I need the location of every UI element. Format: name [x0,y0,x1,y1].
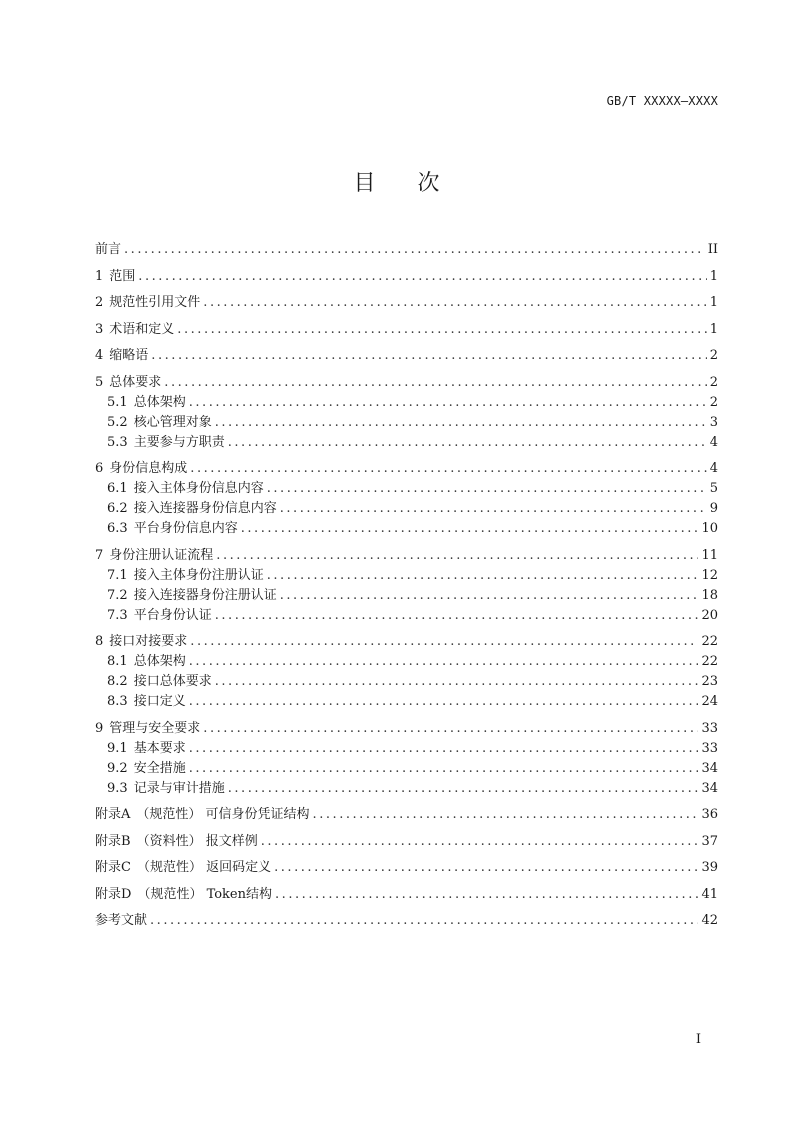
toc-entry-label: 接入主体身份信息内容 [133,481,264,496]
dot-leader [124,240,705,260]
toc-entry-page: 11 [701,547,718,563]
toc-entry-label: 接入连接器身份注册认证 [133,587,277,603]
toc-entry-number: 附录A [95,807,131,822]
toc-entry-label: 总体架构 [133,654,186,669]
toc-entry-label: 记录与审计措施 [133,780,225,796]
dot-leader [241,519,699,539]
toc-entry[interactable] [95,566,718,586]
dot-leader [190,459,706,479]
toc-entry-label: 范围 [109,268,136,284]
toc-entry-page: 2 [709,348,718,363]
toc-entry-number: 6.1 [107,481,128,496]
dot-leader [150,911,698,931]
dot-leader [215,672,699,692]
toc-entry-label: 缩略语 [109,348,149,363]
toc-entry-page: II [707,242,718,257]
toc-entry-number: 7.2 [107,587,128,603]
toc-entry[interactable] [95,911,718,931]
toc-entry-label: 接口总体要求 [133,674,212,689]
toc-entry-page: 42 [701,913,718,928]
toc-entry-number: 附录C [95,860,131,875]
dot-leader [261,832,699,852]
toc-entry-label: 平台身份认证 [133,607,212,623]
toc-entry-label: 管理与安全要求 [109,720,201,736]
toc-entry-number: 3 [95,321,104,337]
toc-entry-number: 附录B [95,833,131,849]
toc-entry-label: （规范性） Token结构 [137,886,273,902]
dot-leader [275,885,698,905]
dot-leader [216,546,698,566]
toc-entry-label: 接口定义 [133,694,186,709]
toc-entry[interactable] [95,719,718,739]
toc-entry-page: 39 [701,860,718,875]
toc-entry-page: 1 [709,268,718,284]
toc-entry-page: 2 [709,394,718,410]
toc-entry[interactable] [95,320,718,340]
toc-entry[interactable] [95,433,718,453]
dot-leader [280,499,707,519]
toc-entry-page: 22 [701,654,718,669]
toc-entry-page: 3 [709,414,718,430]
toc-entry-label: 主要参与方职责 [133,434,225,450]
dot-leader [228,779,699,799]
dot-leader [215,606,699,626]
toc-entry-number: 9.2 [107,760,128,776]
toc-entry-page: 36 [701,807,718,822]
toc-entry[interactable] [95,240,718,260]
toc-entry-label: （规范性） 返回码定义 [136,860,272,875]
dot-leader [280,586,699,606]
toc-entry[interactable] [95,267,718,287]
toc-entry[interactable] [95,346,718,366]
toc-entry[interactable] [95,586,718,606]
toc-entry[interactable] [95,632,718,652]
toc-entry-label: 接入连接器身份信息内容 [133,501,277,516]
toc-entry-label: 安全措施 [133,760,186,776]
toc-entry-number: 5.1 [107,394,128,410]
toc-entry-label: 参考文献 [95,913,148,928]
toc-entry-label: 接口对接要求 [109,634,188,649]
toc-entry-label: （规范性） 可信身份凭证结构 [136,807,310,822]
toc-entry-number: 5.3 [107,434,128,450]
dot-leader [189,759,699,779]
dot-leader [189,652,699,672]
toc-entry-label: 前言 [95,242,122,257]
toc-entry-page: 4 [709,461,718,476]
toc-entry[interactable] [95,293,718,313]
toc-entry-label: 身份信息构成 [109,461,188,476]
toc-entry-number: 附录D [95,886,132,902]
toc-entry-label: 基本要求 [133,740,186,756]
dot-leader [267,566,699,586]
toc-entry-number: 6.3 [107,521,128,536]
toc-entry-page: 9 [709,501,718,516]
toc-entry-number: 9.3 [107,780,128,796]
dot-leader [151,346,706,366]
toc-entry[interactable] [95,373,718,393]
toc-entry[interactable] [95,672,718,692]
toc-entry[interactable] [95,479,718,499]
dot-leader [177,320,706,340]
toc-entry-number: 9.1 [107,740,128,756]
toc-entry-number: 6.2 [107,501,128,516]
dot-leader [215,413,707,433]
toc-entry-label: 接入主体身份注册认证 [133,567,264,583]
toc-entry-page: 24 [701,694,718,709]
toc-entry-page: 37 [701,833,718,849]
toc-entry[interactable] [95,885,718,905]
table-of-contents [95,240,718,931]
toc-entry[interactable] [95,739,718,759]
toc-entry[interactable] [95,606,718,626]
toc-entry[interactable] [95,546,718,566]
toc-entry-page: 1 [709,321,718,337]
toc-entry-number: 9 [95,720,104,736]
toc-entry[interactable] [95,519,718,539]
toc-entry-number: 8.3 [107,694,128,709]
toc-entry-number: 7 [95,547,104,563]
toc-entry-page: 20 [701,607,718,623]
dot-leader [313,805,699,825]
toc-entry-label: 总体要求 [109,374,162,390]
toc-entry[interactable] [95,413,718,433]
toc-entry-number: 7.3 [107,607,128,623]
toc-entry[interactable] [95,652,718,672]
toc-entry[interactable] [95,759,718,779]
toc-entry-page: 2 [709,374,718,390]
toc-entry-page: 10 [701,521,718,536]
toc-entry[interactable] [95,499,718,519]
page-number: I [695,1032,701,1047]
toc-entry-page: 4 [709,434,718,450]
toc-entry-page: 22 [701,634,718,649]
toc-entry-label: 核心管理对象 [133,414,212,430]
toc-entry-number: 2 [95,295,104,310]
toc-entry-page: 34 [701,760,718,776]
toc-entry-page: 18 [701,587,718,603]
toc-entry-label: （资料性） 报文样例 [136,833,258,849]
document-code: GB/T XXXXX—XXXX [606,94,718,108]
toc-entry[interactable] [95,779,718,799]
toc-entry-number: 6 [95,461,104,476]
toc-entry-page: 33 [701,740,718,756]
dot-leader [189,393,707,413]
toc-entry[interactable] [95,459,718,479]
dot-leader [228,433,707,453]
toc-entry[interactable] [95,832,718,852]
dot-leader [189,692,699,712]
toc-entry-number: 8.1 [107,654,128,669]
dot-leader [267,479,707,499]
toc-entry-number: 5.2 [107,414,128,430]
toc-entry-label: 身份注册认证流程 [109,547,214,563]
toc-entry-page: 5 [709,481,718,496]
toc-entry[interactable] [95,393,718,413]
toc-entry-number: 4 [95,348,104,363]
toc-entry-page: 23 [701,674,718,689]
toc-entry-number: 5 [95,374,104,390]
toc-entry[interactable] [95,858,718,878]
dot-leader [164,373,706,393]
dot-leader [203,719,698,739]
page-title: 目次 [353,171,482,196]
toc-entry-page: 33 [701,720,718,736]
toc-entry-label: 平台身份信息内容 [133,521,238,536]
toc-entry-number: 1 [95,268,104,284]
toc-entry-label: 规范性引用文件 [109,295,201,310]
dot-leader [189,739,699,759]
dot-leader [190,632,698,652]
toc-entry-number: 8 [95,634,104,649]
toc-entry-number: 8.2 [107,674,128,689]
toc-entry-page: 12 [701,567,718,583]
dot-leader [138,267,706,287]
toc-entry-number: 7.1 [107,567,128,583]
toc-entry[interactable] [95,805,718,825]
toc-entry-label: 总体架构 [133,394,186,410]
toc-entry-label: 术语和定义 [109,321,175,337]
dot-leader [274,858,698,878]
toc-entry-page: 41 [701,886,718,902]
toc-entry-page: 1 [709,295,718,310]
dot-leader [203,293,706,313]
toc-entry[interactable] [95,692,718,712]
toc-entry-page: 34 [701,780,718,796]
